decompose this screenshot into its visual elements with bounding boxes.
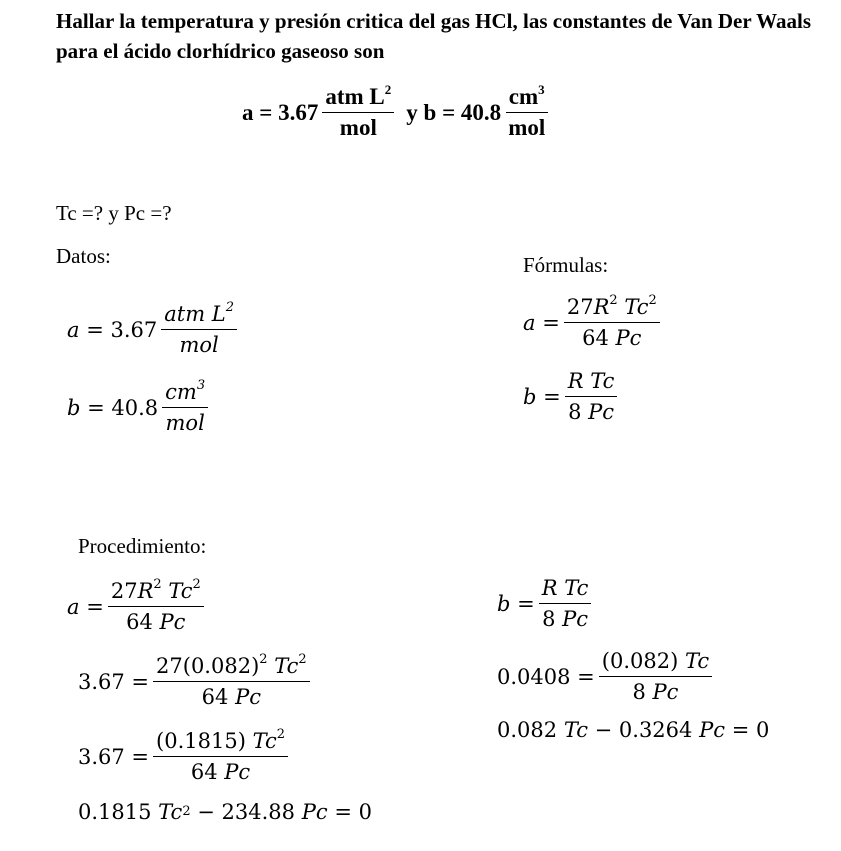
- datos-b-exp: 3: [196, 378, 206, 393]
- formula-b-fraction: [565, 368, 618, 425]
- proc-r1-lhs: b: [497, 591, 511, 616]
- formula-a-den-coef: 64: [582, 326, 609, 350]
- proc-l3-den-coef: 64: [190, 760, 218, 784]
- proc-l3-Tc: Tc: [252, 729, 277, 753]
- proc-l4-Pc: Pc: [301, 800, 328, 824]
- formula-a: [523, 294, 664, 351]
- proc-r1-eq: =: [517, 591, 535, 616]
- question: Tc =? y Pc =?: [56, 201, 172, 225]
- proc-l3-fraction: [153, 728, 288, 785]
- given-conj: y b = 40.8: [406, 99, 502, 125]
- formula-a-lhs: a: [523, 310, 536, 335]
- proc-l1-fraction: [108, 578, 204, 635]
- proc-r1-Tc: Tc: [564, 576, 589, 600]
- proc-right-3: [497, 718, 769, 742]
- proc-l4-mid: − 234.88: [197, 800, 296, 824]
- proc-r1-fraction: [539, 575, 592, 632]
- given-b-den: mol: [508, 115, 546, 140]
- given-b-num: cm: [508, 84, 539, 109]
- procedimiento-heading: Procedimiento:: [78, 534, 207, 558]
- formula-a-den-Pc: Pc: [615, 326, 642, 350]
- proc-l2-Tc: Tc: [274, 654, 299, 678]
- proc-l1-R-exp: 2: [153, 577, 162, 592]
- datos-heading: Datos:: [56, 244, 111, 268]
- datos-a-fraction: [161, 301, 237, 358]
- proc-l1-Tc: Tc: [168, 579, 193, 603]
- proc-l2-num: 27(0.082): [156, 654, 260, 678]
- proc-r2-den-coef: 8: [632, 680, 646, 704]
- given-a-num-exp: 2: [384, 82, 392, 97]
- formula-b-den-coef: 8: [568, 400, 582, 424]
- datos-b: [67, 379, 212, 436]
- proc-r2-num: (0.082): [601, 649, 679, 673]
- given-b-num-exp: 3: [538, 82, 545, 97]
- formula-a-eq: =: [542, 310, 560, 335]
- formula-b-R: R: [567, 369, 584, 393]
- proc-l4-end: = 0: [334, 800, 372, 824]
- given-a-lhs: a = 3.67: [242, 99, 319, 125]
- proc-l4-Tc: Tc: [158, 800, 183, 824]
- formula-a-coef: 27: [566, 295, 594, 319]
- proc-l3-num: (0.1815): [156, 729, 246, 753]
- formula-b: [523, 368, 621, 425]
- proc-left-3: [78, 728, 292, 785]
- formula-b-den-Pc: Pc: [588, 400, 615, 424]
- datos-a-num: atm L: [164, 302, 226, 326]
- formula-b-eq: =: [543, 384, 561, 409]
- datos-b-val: = 40.8: [87, 395, 159, 420]
- proc-r2-lhs: 0.0408 =: [497, 664, 595, 689]
- formula-a-Tc-exp: 2: [648, 293, 657, 308]
- proc-left-4: 0.1815 Tc 2 − 234.88 Pc = 0: [78, 800, 372, 824]
- proc-l1-lhs: a: [67, 594, 80, 619]
- formula-b-Tc: Tc: [590, 369, 615, 393]
- proc-right-2: [497, 648, 716, 705]
- proc-left-1: [67, 578, 208, 635]
- given-b-fraction: [505, 84, 548, 141]
- proc-l1-den-coef: 64: [126, 610, 153, 634]
- given-a-num: atm L: [325, 84, 385, 109]
- formulas-heading: Fórmulas:: [523, 253, 609, 277]
- proc-l1-den-Pc: Pc: [159, 610, 186, 634]
- formula-a-Tc: Tc: [624, 295, 649, 319]
- datos-a-lhs: a: [67, 317, 80, 342]
- datos-b-fraction: [162, 379, 208, 436]
- proc-right-1: [497, 575, 595, 632]
- problem-title: Hallar la temperatura y presión critica del gas HCl, las constantes de Van Der Waals para el ácido clorhídrico gaseoso son: [56, 9, 812, 63]
- proc-l2-fraction: [153, 653, 310, 710]
- proc-l2-num-exp: 2: [259, 652, 268, 667]
- datos-a-exp: 2: [225, 300, 235, 315]
- proc-l3-Tc-exp: 2: [276, 727, 286, 742]
- datos-a-val: = 3.67: [86, 317, 158, 342]
- proc-r3-end: = 0: [731, 718, 770, 742]
- proc-r1-R: R: [541, 576, 558, 600]
- proc-l2-den-Pc: Pc: [235, 685, 261, 709]
- proc-left-2: [78, 653, 314, 710]
- proc-r3-Pc: Pc: [699, 718, 725, 742]
- proc-l1-eq: =: [86, 594, 104, 619]
- proc-l3-lhs: 3.67 =: [78, 744, 150, 769]
- proc-l4-coef: 0.1815: [78, 800, 152, 824]
- datos-a: [67, 301, 241, 358]
- given-a-fraction: [322, 84, 394, 141]
- datos-a-den: mol: [179, 333, 219, 357]
- datos-b-den: mol: [165, 411, 205, 435]
- proc-l1-R: R: [137, 579, 154, 603]
- formula-b-lhs: b: [523, 384, 537, 409]
- formula-a-R: R: [593, 295, 610, 319]
- given-constants: [242, 84, 552, 141]
- formula-a-R-exp: 2: [609, 293, 618, 308]
- proc-l1-Tc-exp: 2: [192, 577, 201, 592]
- proc-l2-den-coef: 64: [201, 685, 229, 709]
- proc-r3-Tc: Tc: [563, 718, 588, 742]
- proc-r3-coef: 0.082: [497, 718, 558, 742]
- proc-r2-Tc: Tc: [684, 649, 710, 673]
- proc-l2-lhs: 3.67 =: [78, 669, 150, 694]
- proc-r2-den-Pc: Pc: [652, 680, 679, 704]
- proc-l1-coef: 27: [110, 579, 138, 603]
- formula-a-fraction: [564, 294, 660, 351]
- proc-l2-Tc-exp: 2: [298, 652, 307, 667]
- proc-r3-mid: − 0.3264: [594, 718, 693, 742]
- datos-b-lhs: b: [67, 395, 81, 420]
- proc-r2-fraction: [599, 648, 712, 705]
- proc-r1-den-coef: 8: [542, 607, 556, 631]
- datos-b-num: cm: [165, 380, 197, 404]
- proc-l3-den-Pc: Pc: [224, 760, 251, 784]
- proc-r1-den-Pc: Pc: [562, 607, 589, 631]
- given-a-den: mol: [339, 115, 377, 140]
